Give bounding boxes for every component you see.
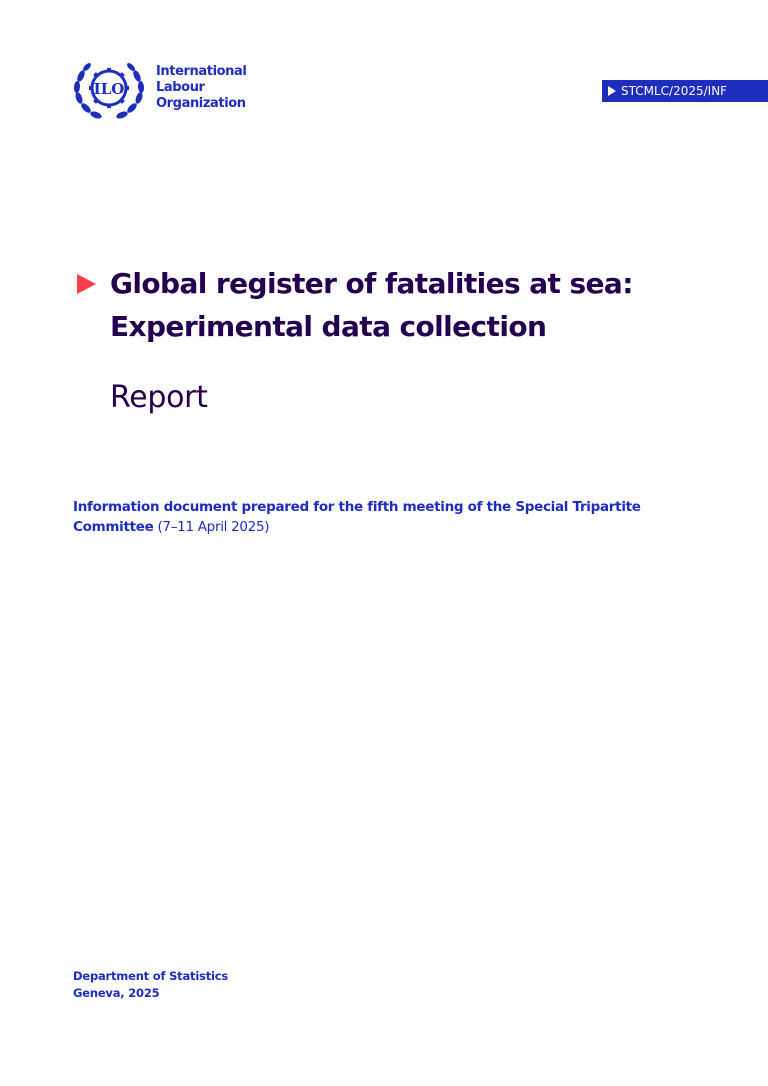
document-title [110,262,730,348]
ilo-emblem-icon [72,58,146,122]
document-code: STCMLC/2025/INF [621,84,728,98]
org-name-line-1: International [156,64,247,79]
department-name: Department of Statistics [73,969,229,983]
organization-name [156,64,256,112]
info-date-range: (7–11 April 2025) [153,519,270,535]
emblem-letters: ILO [93,80,125,98]
info-statement [73,497,693,537]
title-arrow-icon [77,274,96,294]
org-name-line-2: Labour [156,80,205,95]
ilo-logo [72,58,252,122]
place-date: Geneva, 2025 [73,986,160,1000]
document-code-badge [602,80,768,102]
play-arrow-icon [608,86,616,96]
title-line-1: Global register of fatalities at sea: [110,267,633,300]
document-subtitle: Report [110,380,208,415]
info-bold-text: Information document prepared for the fifth meeting of the Special Tripartite Committee [73,499,641,535]
org-name-line-3: Organization [156,96,246,111]
footer [73,968,228,1002]
title-line-2: Experimental data collection [110,310,547,343]
